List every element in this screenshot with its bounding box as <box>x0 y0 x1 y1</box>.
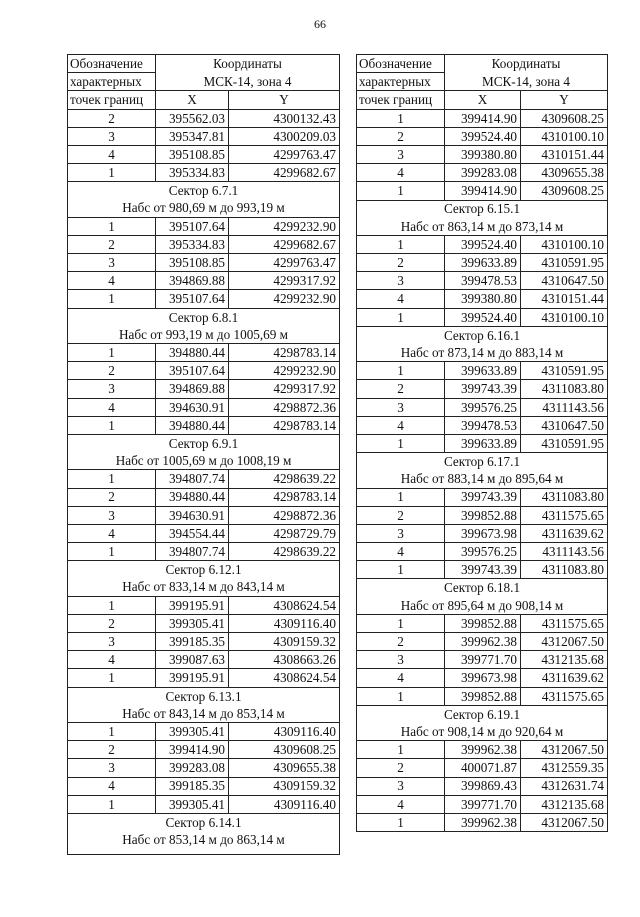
x-coordinate: 399305.41 <box>156 614 229 632</box>
habs-row <box>357 723 608 741</box>
point-number: 1 <box>68 669 156 687</box>
point-number: 3 <box>357 145 445 163</box>
x-coordinate: 395562.03 <box>156 109 229 127</box>
sector-title: Сектор 6.18.1 <box>357 579 608 597</box>
habs-range: Набс от 873,14 м до 883,14 м <box>357 344 608 362</box>
x-coordinate: 399478.53 <box>445 272 521 290</box>
y-coordinate: 4309159.32 <box>229 633 340 651</box>
table-row <box>68 344 340 362</box>
point-number: 3 <box>68 633 156 651</box>
x-coordinate: 399633.89 <box>445 254 521 272</box>
point-number: 1 <box>357 434 445 452</box>
point-number: 3 <box>68 380 156 398</box>
point-number: 1 <box>357 362 445 380</box>
x-coordinate: 399633.89 <box>445 362 521 380</box>
x-coordinate: 399283.08 <box>445 164 521 182</box>
sector-title: Сектор 6.16.1 <box>357 326 608 344</box>
table-row <box>357 506 608 524</box>
point-number: 4 <box>68 272 156 290</box>
table-row <box>357 109 608 127</box>
point-label-line1: Обозначение <box>68 55 156 73</box>
y-coordinate: 4298729.79 <box>229 524 340 542</box>
table-row <box>357 669 608 687</box>
point-number: 4 <box>68 524 156 542</box>
sector-title: Сектор 6.12.1 <box>68 561 340 579</box>
x-coordinate: 395347.81 <box>156 127 229 145</box>
table-row <box>68 398 340 416</box>
table-row <box>68 380 340 398</box>
table-row <box>357 741 608 759</box>
sector-row <box>357 326 608 344</box>
x-coordinate: 399305.41 <box>156 722 229 740</box>
table-row <box>68 470 340 488</box>
habs-row <box>68 578 340 596</box>
x-coordinate: 399673.98 <box>445 524 521 542</box>
sector-row <box>68 308 340 326</box>
table-row <box>357 524 608 542</box>
x-coordinate: 399380.80 <box>445 290 521 308</box>
y-coordinate: 4312559.35 <box>521 759 608 777</box>
point-number: 3 <box>68 759 156 777</box>
y-coordinate: 4309159.32 <box>229 777 340 795</box>
habs-row <box>68 200 340 218</box>
table-row <box>68 651 340 669</box>
x-coordinate: 399414.90 <box>156 741 229 759</box>
y-coordinate: 4308624.54 <box>229 596 340 614</box>
table-row <box>68 777 340 795</box>
table-row <box>357 398 608 416</box>
point-number: 1 <box>68 164 156 182</box>
point-number: 1 <box>357 488 445 506</box>
point-number: 2 <box>68 362 156 380</box>
empty-tail-row <box>68 848 340 855</box>
x-coordinate: 399962.38 <box>445 633 521 651</box>
y-header: Y <box>521 91 608 109</box>
table-row <box>68 524 340 542</box>
table-row <box>357 290 608 308</box>
y-coordinate: 4310647.50 <box>521 272 608 290</box>
x-coordinate: 394869.88 <box>156 272 229 290</box>
table-row <box>68 795 340 813</box>
table-row <box>357 127 608 145</box>
y-coordinate: 4298872.36 <box>229 398 340 416</box>
point-number: 4 <box>357 543 445 561</box>
x-coordinate: 395108.85 <box>156 254 229 272</box>
y-coordinate: 4312067.50 <box>521 813 608 831</box>
coords-title-line1: Координаты <box>156 55 340 73</box>
x-coordinate: 399743.39 <box>445 380 521 398</box>
y-coordinate: 4299232.90 <box>229 362 340 380</box>
point-label-line3: точек границ <box>357 91 445 109</box>
x-coordinate: 394880.44 <box>156 344 229 362</box>
y-coordinate: 4298783.14 <box>229 344 340 362</box>
point-number: 2 <box>68 235 156 253</box>
empty-tail-cell <box>68 848 340 855</box>
table-row <box>357 145 608 163</box>
y-coordinate: 4311083.80 <box>521 488 608 506</box>
point-number: 4 <box>357 290 445 308</box>
habs-range: Набс от 883,14 м до 895,64 м <box>357 470 608 488</box>
y-coordinate: 4298783.14 <box>229 416 340 434</box>
point-number: 1 <box>357 687 445 705</box>
x-coordinate: 399869.43 <box>445 777 521 795</box>
y-coordinate: 4312631.74 <box>521 777 608 795</box>
table-row <box>68 145 340 163</box>
sector-title: Сектор 6.19.1 <box>357 705 608 723</box>
sector-title: Сектор 6.15.1 <box>357 200 608 218</box>
y-coordinate: 4312067.50 <box>521 741 608 759</box>
table-row <box>68 741 340 759</box>
x-coordinate: 400071.87 <box>445 759 521 777</box>
sector-row <box>68 561 340 579</box>
table-row <box>68 633 340 651</box>
table-row <box>68 217 340 235</box>
point-number: 4 <box>357 669 445 687</box>
table-row <box>357 633 608 651</box>
point-number: 1 <box>357 109 445 127</box>
table-row <box>357 182 608 200</box>
y-coordinate: 4311143.56 <box>521 543 608 561</box>
x-coordinate: 399852.88 <box>445 687 521 705</box>
x-coordinate: 399185.35 <box>156 633 229 651</box>
table-row <box>68 127 340 145</box>
x-coordinate: 399771.70 <box>445 795 521 813</box>
table-row <box>68 614 340 632</box>
x-coordinate: 399524.40 <box>445 127 521 145</box>
y-coordinate: 4311083.80 <box>521 380 608 398</box>
table-row <box>68 669 340 687</box>
point-number: 2 <box>68 488 156 506</box>
point-number: 2 <box>68 741 156 759</box>
x-coordinate: 394630.91 <box>156 398 229 416</box>
habs-row <box>357 218 608 236</box>
y-coordinate: 4309655.38 <box>229 759 340 777</box>
point-number: 3 <box>357 777 445 795</box>
point-number: 2 <box>357 254 445 272</box>
table-row <box>357 380 608 398</box>
sector-title: Сектор 6.8.1 <box>68 308 340 326</box>
x-coordinate: 395334.83 <box>156 164 229 182</box>
y-coordinate: 4309608.25 <box>521 182 608 200</box>
table-row <box>357 795 608 813</box>
x-coordinate: 399414.90 <box>445 109 521 127</box>
y-coordinate: 4298639.22 <box>229 470 340 488</box>
x-coordinate: 399478.53 <box>445 416 521 434</box>
habs-range: Набс от 980,69 м до 993,19 м <box>68 200 340 218</box>
y-coordinate: 4309655.38 <box>521 164 608 182</box>
table-row <box>357 488 608 506</box>
point-number: 1 <box>68 722 156 740</box>
table-row <box>357 272 608 290</box>
point-number: 1 <box>357 182 445 200</box>
x-coordinate: 399087.63 <box>156 651 229 669</box>
table-row <box>357 416 608 434</box>
table-row <box>357 813 608 831</box>
y-coordinate: 4310591.95 <box>521 254 608 272</box>
table-row <box>357 308 608 326</box>
y-coordinate: 4310100.10 <box>521 235 608 253</box>
point-number: 4 <box>68 398 156 416</box>
y-coordinate: 4311143.56 <box>521 398 608 416</box>
x-coordinate: 394869.88 <box>156 380 229 398</box>
y-coordinate: 4309116.40 <box>229 795 340 813</box>
point-number: 1 <box>68 217 156 235</box>
table-row <box>357 651 608 669</box>
table-row <box>68 759 340 777</box>
point-number: 2 <box>357 759 445 777</box>
x-coordinate: 394807.74 <box>156 543 229 561</box>
point-number: 2 <box>357 633 445 651</box>
x-coordinate: 395107.64 <box>156 290 229 308</box>
point-number: 3 <box>357 398 445 416</box>
habs-row <box>357 597 608 615</box>
y-coordinate: 4310100.10 <box>521 127 608 145</box>
sector-row <box>68 182 340 200</box>
table-row <box>357 561 608 579</box>
x-coordinate: 395334.83 <box>156 235 229 253</box>
y-coordinate: 4299232.90 <box>229 290 340 308</box>
x-coordinate: 399576.25 <box>445 398 521 416</box>
y-coordinate: 4310100.10 <box>521 308 608 326</box>
y-coordinate: 4310591.95 <box>521 434 608 452</box>
habs-range: Набс от 853,14 м до 863,14 м <box>68 831 340 848</box>
point-number: 1 <box>68 795 156 813</box>
point-number: 1 <box>357 614 445 632</box>
y-coordinate: 4312067.50 <box>521 633 608 651</box>
table-row <box>68 272 340 290</box>
point-number: 3 <box>357 524 445 542</box>
table-row <box>68 254 340 272</box>
y-coordinate: 4309116.40 <box>229 614 340 632</box>
sector-row <box>68 687 340 705</box>
point-number: 1 <box>68 543 156 561</box>
habs-row <box>68 831 340 848</box>
table-row <box>357 362 608 380</box>
y-coordinate: 4308624.54 <box>229 669 340 687</box>
point-number: 2 <box>357 380 445 398</box>
x-coordinate: 399524.40 <box>445 308 521 326</box>
x-coordinate: 399380.80 <box>445 145 521 163</box>
habs-range: Набс от 908,14 м до 920,64 м <box>357 723 608 741</box>
x-coordinate: 395107.64 <box>156 217 229 235</box>
point-number: 2 <box>68 109 156 127</box>
coordinates-table-left <box>67 54 340 855</box>
y-header: Y <box>229 91 340 109</box>
point-number: 4 <box>357 795 445 813</box>
habs-row <box>68 705 340 723</box>
y-coordinate: 4310591.95 <box>521 362 608 380</box>
habs-row <box>68 326 340 344</box>
habs-range: Набс от 833,14 м до 843,14 м <box>68 578 340 596</box>
table-row <box>357 235 608 253</box>
coords-title-line2: МСК-14, зона 4 <box>445 73 608 91</box>
x-coordinate: 399524.40 <box>445 235 521 253</box>
y-coordinate: 4310647.50 <box>521 416 608 434</box>
point-number: 1 <box>68 470 156 488</box>
y-coordinate: 4299763.47 <box>229 254 340 272</box>
habs-row <box>357 344 608 362</box>
page-number: 66 <box>314 17 326 31</box>
sector-title: Сектор 6.9.1 <box>68 434 340 452</box>
point-number: 3 <box>68 506 156 524</box>
y-coordinate: 4309608.25 <box>521 109 608 127</box>
sector-row <box>68 813 340 831</box>
table-row <box>68 235 340 253</box>
y-coordinate: 4299763.47 <box>229 145 340 163</box>
table-row <box>68 722 340 740</box>
habs-range: Набс от 993,19 м до 1005,69 м <box>68 326 340 344</box>
point-number: 1 <box>357 235 445 253</box>
point-number: 1 <box>357 813 445 831</box>
point-number: 4 <box>357 164 445 182</box>
table-row <box>357 164 608 182</box>
sector-title: Сектор 6.17.1 <box>357 453 608 471</box>
point-number: 2 <box>68 614 156 632</box>
point-number: 1 <box>357 741 445 759</box>
table-row <box>357 777 608 795</box>
habs-range: Набс от 1005,69 м до 1008,19 м <box>68 452 340 470</box>
point-number: 1 <box>68 416 156 434</box>
table-row <box>68 164 340 182</box>
x-coordinate: 399962.38 <box>445 741 521 759</box>
point-number: 3 <box>68 254 156 272</box>
y-coordinate: 4311639.62 <box>521 669 608 687</box>
point-number: 1 <box>357 308 445 326</box>
table-row <box>68 488 340 506</box>
table-row <box>357 687 608 705</box>
habs-range: Набс от 843,14 м до 853,14 м <box>68 705 340 723</box>
point-number: 3 <box>68 127 156 145</box>
table-row <box>68 506 340 524</box>
sector-title: Сектор 6.13.1 <box>68 687 340 705</box>
x-coordinate: 399743.39 <box>445 488 521 506</box>
x-coordinate: 395108.85 <box>156 145 229 163</box>
x-coordinate: 394807.74 <box>156 470 229 488</box>
point-number: 2 <box>357 127 445 145</box>
y-coordinate: 4311575.65 <box>521 687 608 705</box>
table-row <box>68 290 340 308</box>
x-coordinate: 399305.41 <box>156 795 229 813</box>
y-coordinate: 4300209.03 <box>229 127 340 145</box>
y-coordinate: 4310151.44 <box>521 145 608 163</box>
table-row <box>357 254 608 272</box>
x-coordinate: 399743.39 <box>445 561 521 579</box>
point-number: 1 <box>68 596 156 614</box>
point-label-line1: Обозначение <box>357 55 445 73</box>
sector-row <box>357 705 608 723</box>
table-row <box>68 596 340 614</box>
point-number: 3 <box>357 272 445 290</box>
x-coordinate: 399185.35 <box>156 777 229 795</box>
y-coordinate: 4309608.25 <box>229 741 340 759</box>
habs-row <box>68 452 340 470</box>
x-coordinate: 394554.44 <box>156 524 229 542</box>
sector-title: Сектор 6.14.1 <box>68 813 340 831</box>
point-number: 3 <box>357 651 445 669</box>
y-coordinate: 4299232.90 <box>229 217 340 235</box>
y-coordinate: 4298872.36 <box>229 506 340 524</box>
point-number: 4 <box>357 416 445 434</box>
y-coordinate: 4311639.62 <box>521 524 608 542</box>
x-coordinate: 399673.98 <box>445 669 521 687</box>
y-coordinate: 4299682.67 <box>229 164 340 182</box>
y-coordinate: 4310151.44 <box>521 290 608 308</box>
sector-row <box>68 434 340 452</box>
y-coordinate: 4308663.26 <box>229 651 340 669</box>
habs-row <box>357 470 608 488</box>
coordinates-table-right <box>356 54 608 832</box>
x-coordinate: 399283.08 <box>156 759 229 777</box>
y-coordinate: 4300132.43 <box>229 109 340 127</box>
sector-title: Сектор 6.7.1 <box>68 182 340 200</box>
y-coordinate: 4309116.40 <box>229 722 340 740</box>
y-coordinate: 4312135.68 <box>521 795 608 813</box>
point-number: 4 <box>68 777 156 795</box>
habs-range: Набс от 863,14 м до 873,14 м <box>357 218 608 236</box>
y-coordinate: 4299682.67 <box>229 235 340 253</box>
y-coordinate: 4298783.14 <box>229 488 340 506</box>
point-label-line2: характерных <box>68 73 156 91</box>
x-coordinate: 399195.91 <box>156 596 229 614</box>
point-number: 1 <box>68 290 156 308</box>
habs-range: Набс от 895,64 м до 908,14 м <box>357 597 608 615</box>
x-coordinate: 399414.90 <box>445 182 521 200</box>
x-coordinate: 399633.89 <box>445 434 521 452</box>
y-coordinate: 4298639.22 <box>229 543 340 561</box>
table-row <box>357 434 608 452</box>
x-coordinate: 399771.70 <box>445 651 521 669</box>
y-coordinate: 4311575.65 <box>521 614 608 632</box>
table-row <box>68 543 340 561</box>
sector-row <box>357 200 608 218</box>
table-row <box>68 416 340 434</box>
sector-row <box>357 579 608 597</box>
coords-title-line2: МСК-14, зона 4 <box>156 73 340 91</box>
x-header: X <box>156 91 229 109</box>
sector-row <box>357 453 608 471</box>
table-row <box>357 614 608 632</box>
x-coordinate: 399195.91 <box>156 669 229 687</box>
x-coordinate: 399852.88 <box>445 506 521 524</box>
x-coordinate: 394880.44 <box>156 488 229 506</box>
y-coordinate: 4312135.68 <box>521 651 608 669</box>
y-coordinate: 4299317.92 <box>229 272 340 290</box>
x-coordinate: 399962.38 <box>445 813 521 831</box>
point-number: 1 <box>357 561 445 579</box>
x-coordinate: 399576.25 <box>445 543 521 561</box>
table-row <box>68 109 340 127</box>
x-coordinate: 399852.88 <box>445 614 521 632</box>
x-coordinate: 394630.91 <box>156 506 229 524</box>
point-label-line3: точек границ <box>68 91 156 109</box>
point-label-line2: характерных <box>357 73 445 91</box>
table-row <box>357 543 608 561</box>
point-number: 2 <box>357 506 445 524</box>
x-coordinate: 395107.64 <box>156 362 229 380</box>
y-coordinate: 4311083.80 <box>521 561 608 579</box>
x-coordinate: 394880.44 <box>156 416 229 434</box>
table-row <box>357 759 608 777</box>
y-coordinate: 4311575.65 <box>521 506 608 524</box>
x-header: X <box>445 91 521 109</box>
point-number: 1 <box>68 344 156 362</box>
point-number: 4 <box>68 651 156 669</box>
y-coordinate: 4299317.92 <box>229 380 340 398</box>
table-row <box>68 362 340 380</box>
point-number: 4 <box>68 145 156 163</box>
coords-title-line1: Координаты <box>445 55 608 73</box>
